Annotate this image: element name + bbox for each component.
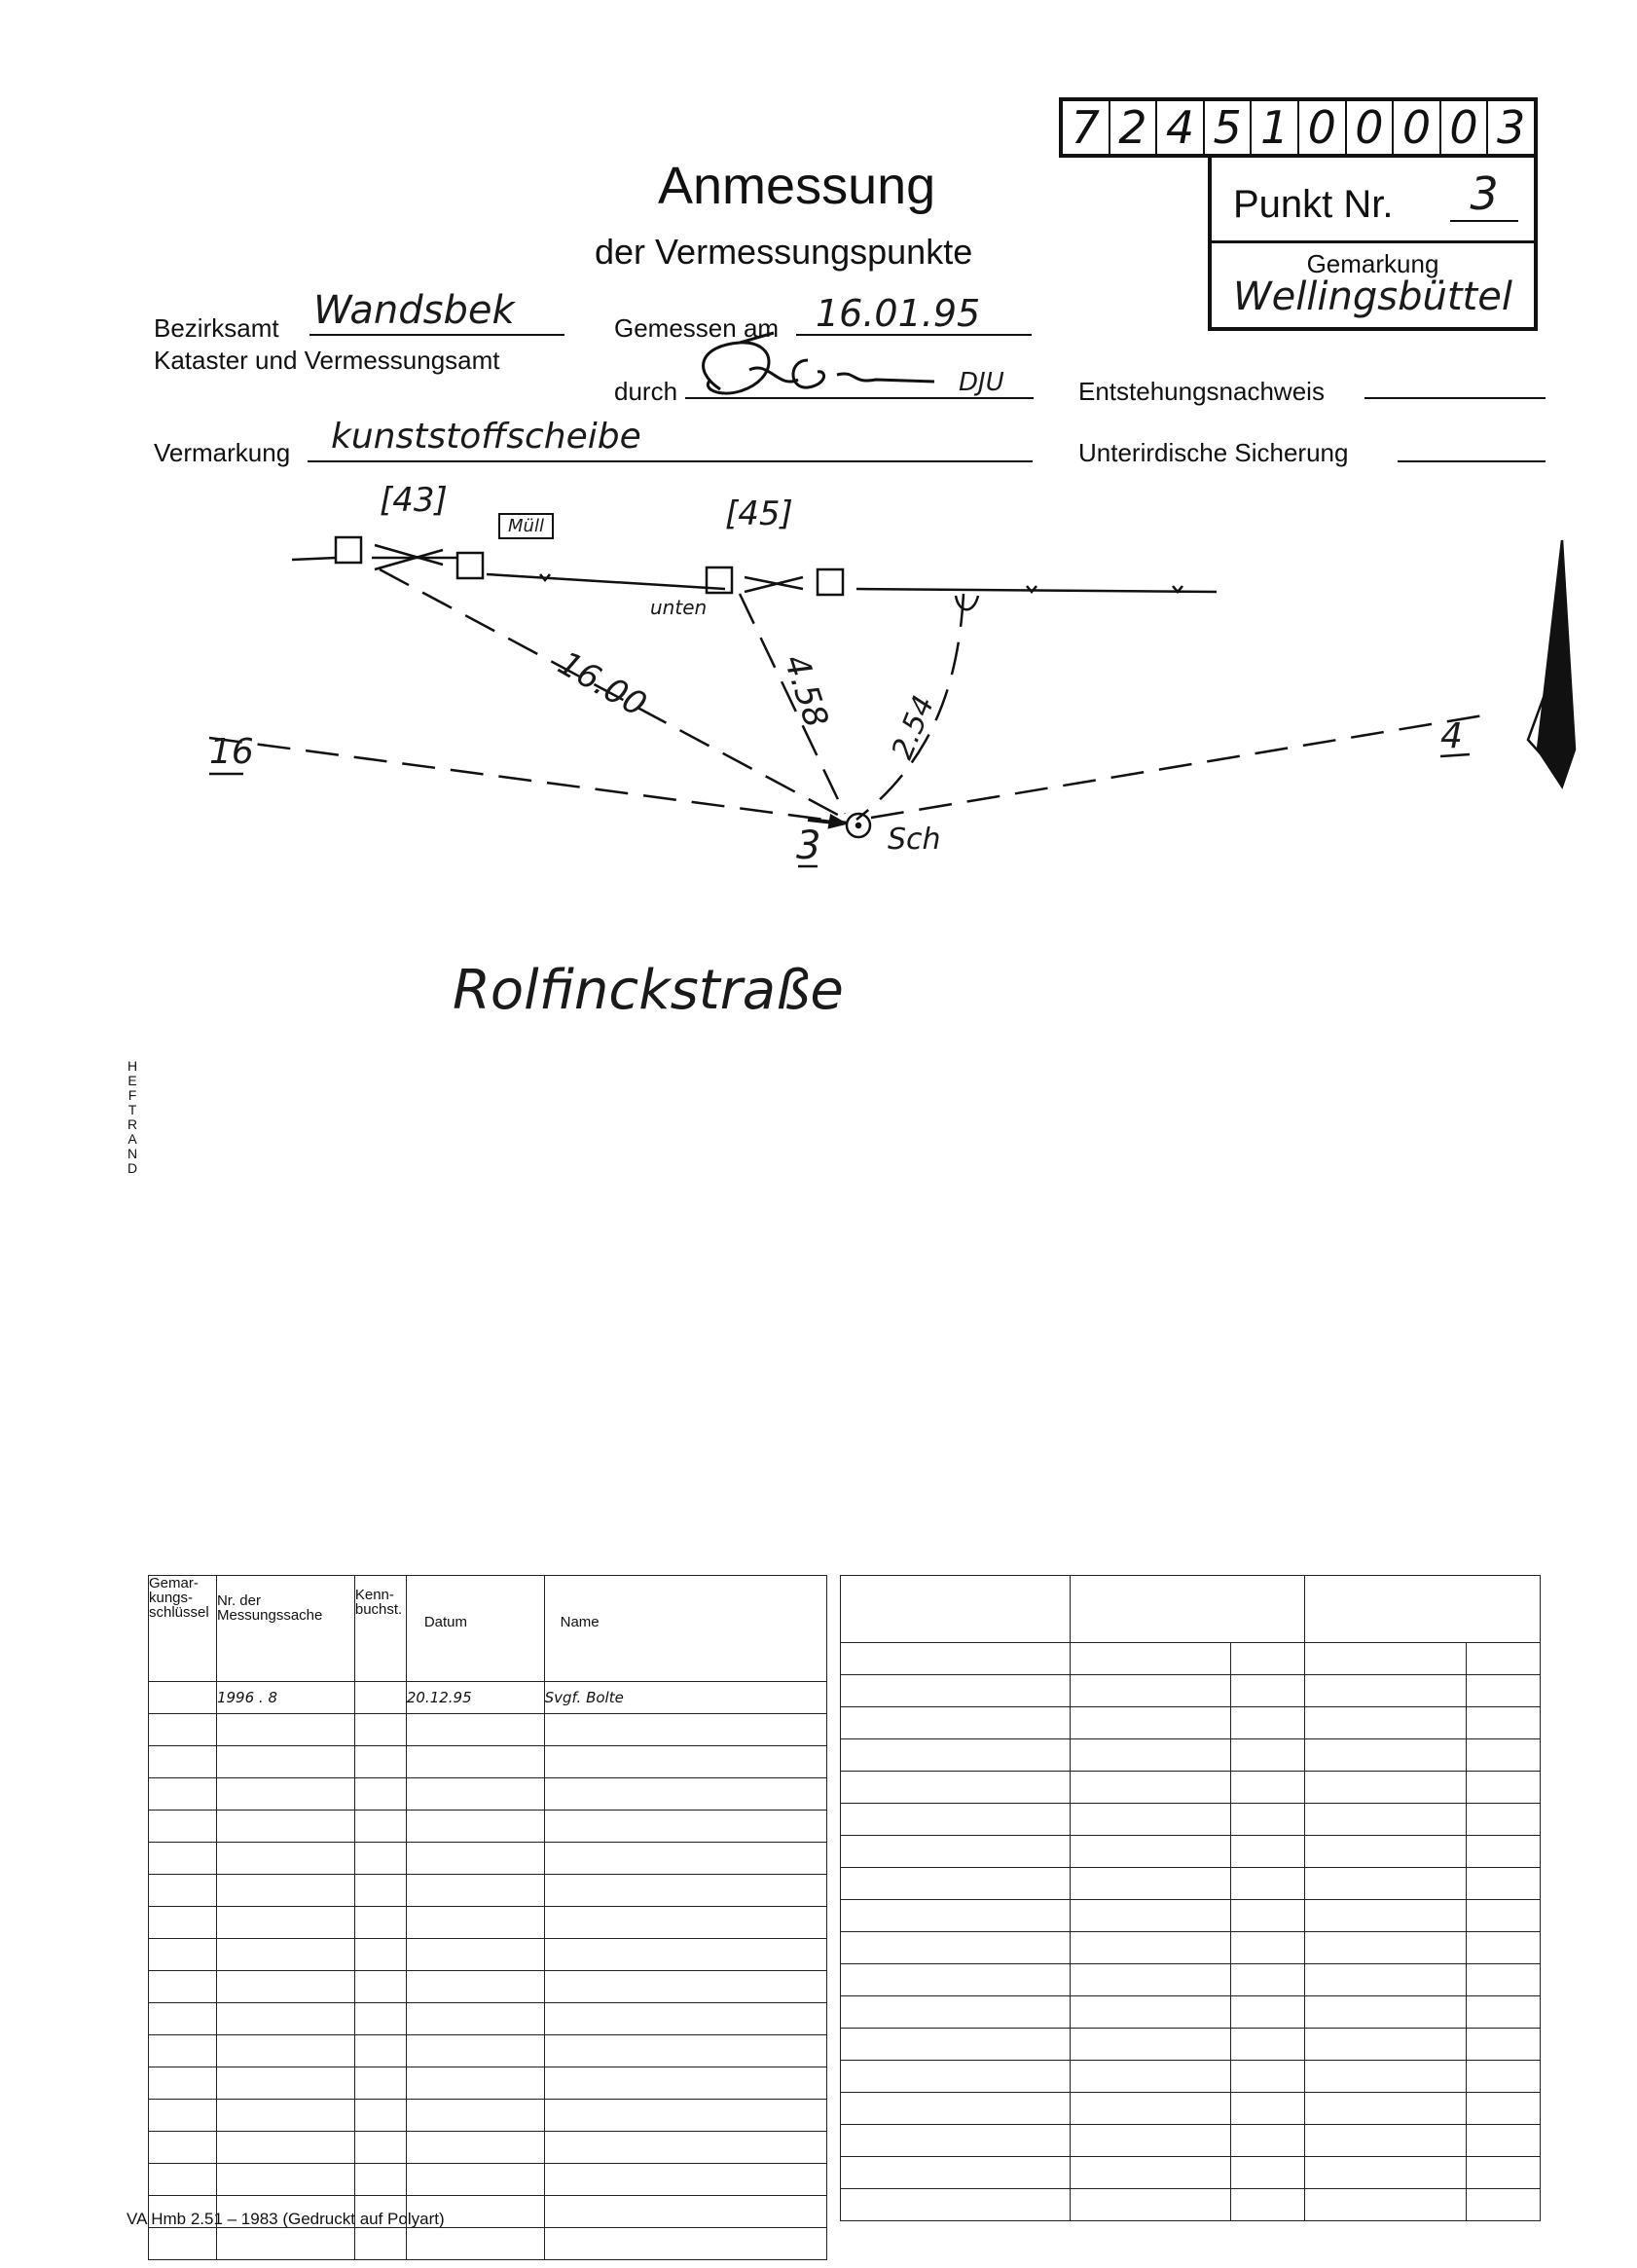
gemessen-label: Gemessen am	[614, 313, 780, 343]
table-row[interactable]	[841, 2061, 1541, 2093]
table-row[interactable]	[149, 2228, 827, 2260]
table-row[interactable]	[149, 2035, 827, 2067]
id-digit: 3	[1497, 101, 1526, 154]
sketch-label-45: [45]	[725, 494, 793, 533]
page-subtitle: der Vermessungspunkte	[595, 232, 973, 272]
cell-kenn[interactable]	[354, 1682, 406, 1714]
table-row[interactable]	[149, 1843, 827, 1875]
entstehung-label: Entstehungsnachweis	[1078, 377, 1325, 406]
id-digit: 2	[1110, 101, 1158, 154]
gemarkung-value[interactable]: Wellingsbüttel	[1233, 274, 1512, 319]
sketch-label-43: [43]	[380, 481, 448, 520]
id-digit: 0	[1394, 101, 1441, 154]
vermarkung-label: Vermarkung	[154, 438, 291, 467]
id-digit: 1	[1252, 101, 1299, 154]
table-row[interactable]	[841, 1964, 1541, 1996]
bezirksamt-label: Bezirksamt	[154, 313, 279, 343]
table-row[interactable]	[841, 1868, 1541, 1900]
vermarkung-value[interactable]: kunststoffscheibe	[331, 417, 641, 457]
table-row[interactable]	[149, 1811, 827, 1843]
table-row[interactable]	[841, 1707, 1541, 1739]
cell-name[interactable]: Svgf. Bolte	[544, 1682, 826, 1714]
sketch-distance-1600: 16.00	[551, 643, 653, 725]
table-row[interactable]	[841, 2157, 1541, 2189]
table-row[interactable]	[841, 1996, 1541, 2029]
durch-value[interactable]: DJU	[959, 368, 1004, 397]
table-row[interactable]	[841, 1739, 1541, 1772]
table-row[interactable]	[149, 2164, 827, 2196]
punkt-label: Punkt Nr.	[1233, 183, 1394, 226]
punkt-value[interactable]: 3	[1450, 167, 1518, 222]
col-header-schluessel: Gemar-kungs-schlüssel	[149, 1576, 217, 1682]
table-row[interactable]	[149, 1682, 827, 1714]
page-title: Anmessung	[658, 157, 936, 215]
table-row[interactable]	[149, 1971, 827, 2003]
table-messungssachen	[148, 1575, 827, 2260]
street-name: Rolfinckstraße	[453, 959, 844, 1022]
table-row[interactable]	[149, 1778, 827, 1811]
cell-nr[interactable]: 1996 . 8	[216, 1682, 354, 1714]
id-digit: 0	[1441, 101, 1489, 154]
durch-label: durch	[614, 377, 678, 406]
table-row[interactable]	[149, 2132, 827, 2164]
survey-sketch	[0, 0, 1637, 1071]
cell-datum[interactable]: 20.12.95	[406, 1682, 544, 1714]
sketch-unten: unten	[650, 596, 708, 619]
table-row[interactable]	[841, 2093, 1541, 2125]
table-row[interactable]	[841, 1675, 1541, 1707]
table-row[interactable]	[841, 1772, 1541, 1804]
sketch-point-4: 4	[1440, 716, 1463, 756]
table-row[interactable]	[841, 2189, 1541, 2221]
table-header-row	[841, 1576, 1541, 1643]
table-header-row	[149, 1576, 827, 1682]
sketch-point-16: 16	[209, 732, 254, 772]
table-row[interactable]	[841, 2125, 1541, 2157]
table-row[interactable]	[841, 1643, 1541, 1675]
bezirksamt-value[interactable]: Wandsbek	[313, 288, 515, 333]
sketch-distance-458: 4.58	[776, 649, 836, 733]
id-digit: 0	[1347, 101, 1395, 154]
col-header-name: Name	[544, 1576, 826, 1682]
table-row[interactable]	[149, 1939, 827, 1971]
table-row[interactable]	[149, 1714, 827, 1746]
id-digit: 5	[1205, 101, 1253, 154]
table-row[interactable]	[149, 2003, 827, 2035]
id-digit: 7	[1063, 101, 1110, 154]
table-right	[840, 1575, 1541, 2221]
table-row[interactable]	[149, 2067, 827, 2100]
gemarkung-label: Gemarkung	[1306, 249, 1439, 278]
footer-form-number: VA Hmb 2.51 – 1983 (Gedruckt auf Polyart)	[127, 2210, 445, 2228]
sketch-point-3: 3	[796, 823, 821, 868]
col-header-datum: Datum	[406, 1576, 544, 1682]
table-row[interactable]	[841, 1804, 1541, 1836]
table-row[interactable]	[149, 2100, 827, 2132]
table-row[interactable]	[841, 1932, 1541, 1964]
table-row[interactable]	[149, 1746, 827, 1778]
table-row[interactable]	[149, 1875, 827, 1907]
table-row[interactable]	[841, 1836, 1541, 1868]
col-header-nr: Nr. der Messungssache	[216, 1576, 354, 1682]
amt-label: Kataster und Vermessungsamt	[154, 346, 500, 375]
gemessen-value[interactable]: 16.01.95	[816, 292, 981, 335]
table-row[interactable]	[841, 2029, 1541, 2061]
col-header-kenn: Kenn-buchst.	[354, 1576, 406, 1682]
sketch-sch: Sch	[888, 823, 941, 857]
sicherung-label: Unterirdische Sicherung	[1078, 438, 1349, 467]
table-row[interactable]	[149, 1907, 827, 1939]
sketch-muell-box: Müll	[498, 513, 554, 539]
table-row[interactable]	[841, 1900, 1541, 1932]
id-digit: 4	[1157, 101, 1205, 154]
heftrand-label: HEFTRAND	[127, 1058, 138, 1176]
cell-schluessel[interactable]	[149, 1682, 217, 1714]
id-digit: 0	[1299, 101, 1347, 154]
sketch-distance-254: 2.54	[885, 690, 942, 765]
